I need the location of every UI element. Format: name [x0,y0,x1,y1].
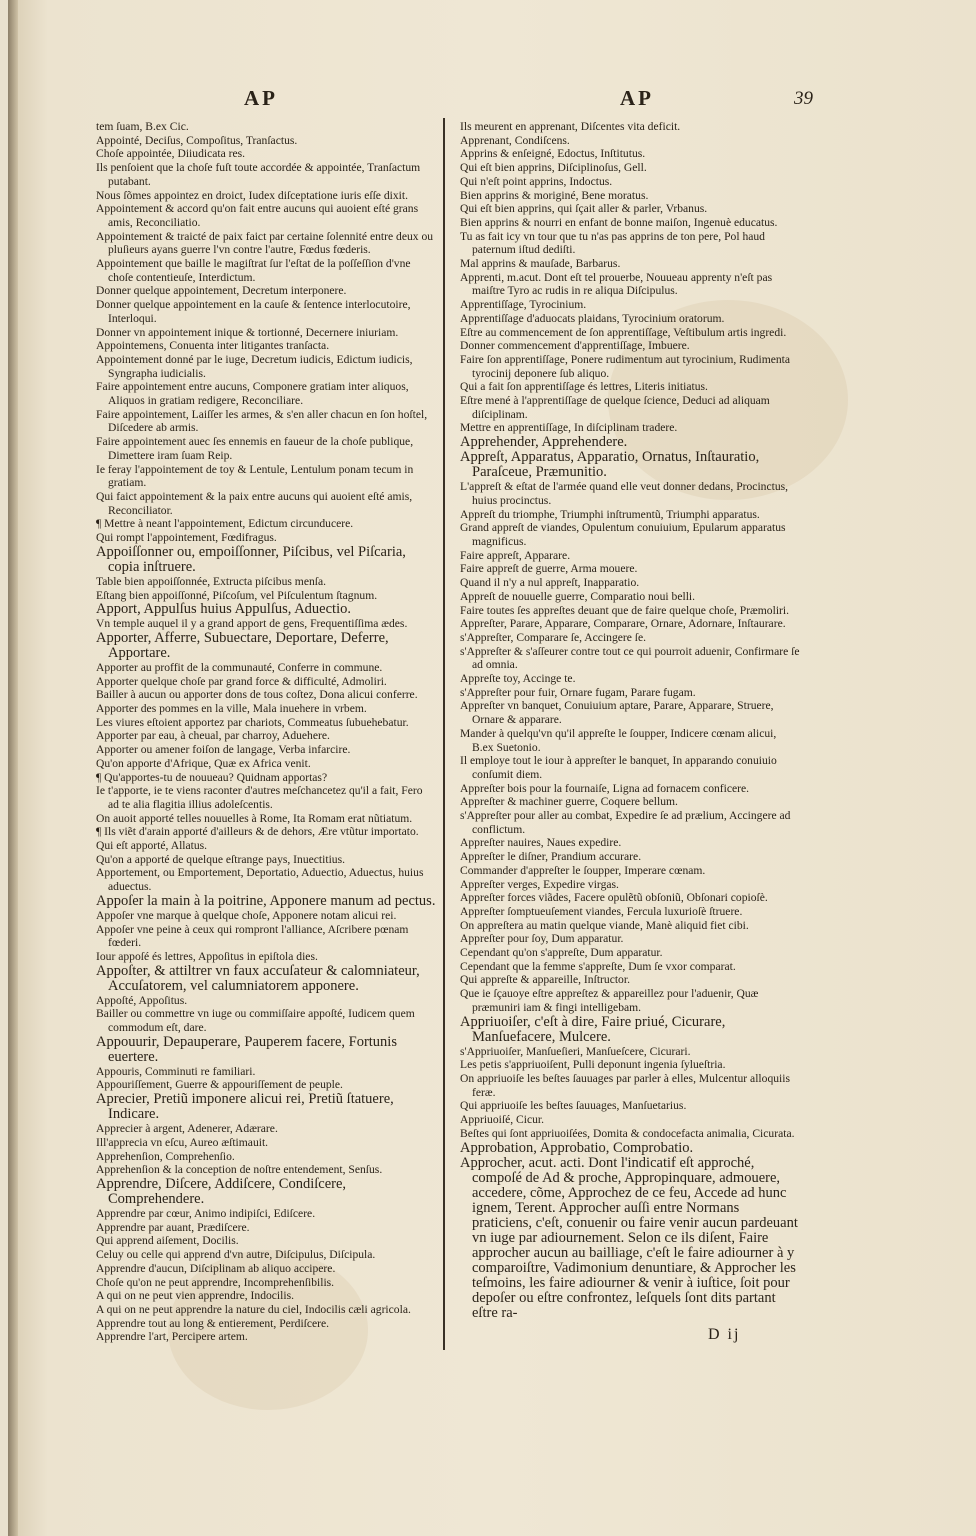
dictionary-entry: Apprehenſion & la conception de noſtre entendement, Senſus. [96,1163,383,1177]
dictionary-entry: Vn temple auquel il y a grand apport de gens, Frequentiſſima ædes. [96,617,408,631]
dictionary-entry: Faire appointement, Laiſſer les armes, & s'en aller chacun en ſon hoſtel, Diſcedere ab armis. [96,407,428,435]
dictionary-entry: Quand il n'y a nul appreſt, Inapparatio. [460,576,640,590]
dictionary-entry: Donner quelque appointement, Decretum interponere. [96,284,347,298]
dictionary-entry: Apprenti, m.acut. Dont eſt tel prouerbe, Nouueau apprenty n'eſt pas maiſtre Tyro ac rudis in re aliqua Diſcipulus. [460,270,773,298]
dictionary-entry: Commander d'appreſter le ſoupper, Imperare cœnam. [460,863,706,877]
dictionary-entry: Appreſter bois pour la fournaiſe, Ligna ad fornacem conficere. [460,781,750,795]
dictionary-entry: s'Appreſter & s'aſſeurer contre tout ce qui pourroit aduenir, Confirmare ſe ad omnia. [460,644,800,672]
dictionary-entry: Faire ſon apprentiſſage, Ponere rudimentum aut tyrocinium, Rudimenta tyrocinij deponere ſub aliquo. [460,352,791,380]
dictionary-entry: Apprins & enſeigné, Edoctus, Inſtitutus. [460,147,646,161]
page-number: 39 [794,88,813,109]
dictionary-entry: L'appreſt & eſtat de l'armée quand elle veut donner dedans, Procinctus, huius procinctus. [460,480,789,507]
dictionary-entry: Appriuoiſer, c'eſt à dire, Faire priué, Cicurare, Manſuefacere, Mulcere. [460,1013,726,1045]
dictionary-entry: Table bien appoiſſonnée, Extructa piſcibus menſa. [96,574,327,588]
dictionary-entry: On appriuoiſe les beſtes ſauuages par parler à elles, Mulcentur alloquiis feræ. [460,1072,790,1099]
dictionary-entry: Qui appreſte & appareille, Inſtructor. [460,973,630,987]
dictionary-entry: Bien apprins & nourri en enfant de bonne maiſon, Ingenuè educatus. [460,215,778,229]
dictionary-entry: Apprentiſſage d'aduocats plaidans, Tyrocinium oratorum. [460,311,725,325]
dictionary-entry: Appreſter le diſner, Prandium accurare. [460,850,642,864]
dictionary-entry: Ill'apprecia vn eſcu, Aureo æſtimauit. [96,1135,269,1149]
dictionary-entry: Celuy ou celle qui apprend d'vn autre, Diſcipulus, Diſcipula. [96,1248,376,1262]
dictionary-entry: Apporter, Afferre, Subuectare, Deportare, Deferre, Apportare. [96,629,389,661]
dictionary-entry: tem ſuam, B.ex Cic. [96,120,189,133]
dictionary-entry: On auoit apporté telles nouuelles à Rome, Ita Romam erat nũtiatum. [96,811,413,825]
dictionary-entry: Apprehenſion, Comprehenſio. [96,1149,235,1163]
dictionary-entry: Qui rompt l'appointement, Fœdifragus. [96,531,277,545]
dictionary-entry: Apprehender, Apprehendere. [460,434,628,451]
dictionary-entry: Appreſter nauires, Naues expedire. [460,836,622,850]
dictionary-entry: Appreſter forces viãdes, Facere opulẽtũ obſoniũ, Obſonari copioſè. [460,891,768,905]
dictionary-entry: Nous ſõmes appointez en droict, Iudex diſceptatione iuris eſſe dixit. [96,188,408,202]
dictionary-entry: Faire appreſt, Apparare. [460,548,571,562]
dictionary-entry: Bailler ou commettre vn iuge ou commiſſaire appoſté, Iudicem quem commodum eſt, dare. [96,1007,415,1035]
dictionary-entry: ¶ Qu'apportes-tu de nouueau? Quidnam apportas? [96,770,328,784]
dictionary-entry: Iour appoſé és lettres, Appoſitus in epiſtola dies. [96,949,318,963]
dictionary-entry: ¶ Ils viẽt d'arain apporté d'ailleurs & de dehors, Ære vtũtur importato. [96,825,419,839]
dictionary-entry: Approcher, acut. acti. Dont l'indicatif eſt approché, compoſé de Ad & proche, Appropinquare, admouere, accedere, cõme, Approchez de ce feu, Accede ad hunc ignem, Terent. Approcher auſſi entre Normans praticiens, c'eſt, conuenir ou faire venir aucun pardeuant vn iuge par adiournement. Selon ce ils diſent, Faire approcher aucun au bailliage, c'eſt le faire adiourner à y comparoiſtre, Vadimonium denuntiare, & Approcher les teſmoins, les faire adiourner & venir à iuſtice, ſoit pour depoſer ou eſtre confrontez, leſquels ſont dits partant eſtre ra- [460,1154,798,1321]
dictionary-entry: Faire appointement entre aucuns, Componere gratiam inter aliquos, Aliquos in gratiam redigere, Reconciliare. [96,380,409,408]
dictionary-entry: Appointement que baille le magiſtrat ſur l'eſtat de la poſſeſſion d'vne choſe contentieuſe, Interdictum. [96,257,411,284]
dictionary-entry: Apportement, ou Emportement, Deportatio, Aduectio, Aduectus, huius aduectus. [96,866,424,894]
dictionary-entry: Donner vn appointement inique & tortionné, Decernere iniuriam. [96,325,399,339]
dictionary-entry: Appreſter vn banquet, Conuiuium aptare, Parare, Apparare, Struere, Ornare & apparare. [460,699,774,727]
dictionary-entry: Appoſer la main à la poitrine, Apponere manum ad pectus. [96,892,436,909]
dictionary-entry: s'Appriuoiſer, Manſueſieri, Manſueſcere, Cicurari. [460,1044,691,1058]
dictionary-entry: Appreſt du triomphe, Triumphi inſtrumentũ, Triumphi apparatus. [460,507,760,521]
dictionary-entry: Les viures eſtoient apportez par chariots, Commeatus ſubuehebatur. [96,715,409,729]
dictionary-entry: Appreſte toy, Accinge te. [460,672,576,686]
dictionary-entry: Mettre en apprentiſſage, In diſciplinam tradere. [460,421,678,435]
dictionary-entry: Qu'on apporte d'Afrique, Quæ ex Africa venit. [96,756,311,770]
dictionary-entry: Appoſté, Appoſitus. [96,993,188,1007]
dictionary-entry: Appreſter, Parare, Apparare, Comparare, Ornare, Adornare, Inſtaurare. [460,617,786,631]
dictionary-entry: Appreſter verges, Expedire virgas. [460,877,619,891]
dictionary-entry: s'Appreſter pour fuir, Ornare fugam, Parare fugam. [460,685,696,699]
running-head-left: AP [244,86,278,110]
dictionary-entry: Qui apprend aiſement, Docilis. [96,1234,239,1248]
dictionary-entry: Qui eſt apporté, Allatus. [96,839,208,853]
dictionary-entry: Faire appreſt de guerre, Arma mouere. [460,562,638,576]
dictionary-entry: Apporter ou amener foiſon de langage, Verba infarcire. [96,743,351,757]
dictionary-entry: Appointemens, Conuenta inter litigantes tranſacta. [96,339,330,353]
column-rule [443,118,445,1350]
dictionary-entry: Qui n'eſt point apprins, Indoctus. [460,174,613,188]
dictionary-entry: Appouriſſement, Guerre & appouriſſement de peuple. [96,1078,343,1092]
dictionary-entry: Qui a fait ſon apprentiſſage és lettres, Literis initiatus. [460,380,708,394]
dictionary-entry: Apprecier à argent, Adenerer, Adærare. [96,1122,278,1136]
dictionary-entry: Choſe appointée, Diiudicata res. [96,147,246,161]
dictionary-entry: Mal apprins & mauſade, Barbarus. [460,257,621,271]
dictionary-entry: Apporter des pommes en la ville, Mala inuehere in vrbem. [96,702,367,716]
dictionary-entry: Appoiſſonner ou, empoiſſonner, Piſcibus, vel Piſcaria, copia inſtruere. [96,543,406,575]
dictionary-entry: Qui eſt bien apprins, Diſciplinoſus, Gell. [460,161,647,175]
dictionary-entry: Appreſter ſomptueuſement viandes, Fercula luxurioſè ſtruere. [460,904,743,918]
dictionary-entry: Apprendre d'aucun, Diſciplinam ab aliquo accipere. [96,1261,336,1275]
dictionary-entry: A qui on ne peut vien apprendre, Indocilis. [96,1289,295,1303]
dictionary-entry: Eſtang bien appoiſſonné, Piſcoſum, vel Piſculentum ſtagnum. [96,588,378,602]
dictionary-entry: Eſtre au commencement de ſon apprentiſſage, Veſtibulum artis ingredi. [460,325,787,339]
dictionary-entry: Cependant que la femme s'appreſte, Dum ſe vxor comparat. [460,959,736,973]
dictionary-entry: ¶ Mettre à neant l'appointement, Edictum circunducere. [96,517,354,531]
dictionary-entry: Appointé, Deciſus, Compoſitus, Tranſactus. [96,133,298,147]
dictionary-entry: Qui appriuoiſe les beſtes ſauuages, Manſuetarius. [460,1099,687,1113]
dictionary-entry: Appoſter, & attiltrer vn faux accuſateur & calomniateur, Accuſatorem, vel calumniatorem apponere. [96,962,420,994]
dictionary-entry: Donner quelque appointement en la cauſe & ſentence interlocutoire, Interloqui. [96,298,411,325]
dictionary-entry: Faire appointement auec ſes ennemis en faueur de la choſe publique, Dimettere iram ſuam Reip. [96,435,414,462]
dictionary-entry: s'Appreſter pour aller au combat, Expedire ſe ad prælium, Accingere ad conflictum. [460,809,791,836]
right-column [460,120,800,1321]
dictionary-entry: Les petis s'appriuoiſent, Pulli deponunt ingenia ſylueſtria. [460,1058,726,1072]
dictionary-entry: Tu as fait icy vn tour que tu n'as pas apprins de ton pere, Pol haud paternum iſtud dediſti. [460,229,765,257]
dictionary-entry: Ils penſoient que la choſe fuſt toute accordée & appointée, Tranſactum putabant. [96,161,421,188]
dictionary-entry: Appreſter & machiner guerre, Coquere bellum. [460,795,678,809]
dictionary-entry: Ils meurent en apprenant, Diſcentes vita deficit. [460,120,681,133]
dictionary-entry: Cependant qu'on s'appreſte, Dum apparatur. [460,946,663,960]
dictionary-entry: Apprendre l'art, Percipere artem. [96,1330,248,1344]
dictionary-entry: Appoſer vne marque à quelque choſe, Apponere notam alicui rei. [96,908,397,922]
running-head-right: AP [620,86,654,110]
dictionary-entry: Qui eſt bien apprins, qui ſçait aller & parler, Vrbanus. [460,202,708,216]
dictionary-entry: s'Appreſter, Comparare ſe, Accingere ſe. [460,630,647,644]
dictionary-entry: Apprenant, Condiſcens. [460,133,570,147]
dictionary-entry: Ie t'apporte, ie te viens raconter d'autres meſchancetez qu'il a fait, Fero ad te alia flagitia illius adoleſcentis. [96,784,423,811]
dictionary-entry: Bailler à aucun ou apporter dons de tous coſtez, Dona alicui conferre. [96,688,418,702]
dictionary-entry: Apprendre par auant, Prædiſcere. [96,1220,250,1234]
dictionary-entry: Apprendre, Diſcere, Addiſcere, Condiſcere, Comprehendere. [96,1176,347,1207]
dictionary-entry: Appointement donné par le iuge, Decretum iudicis, Edictum iudicis, Syngrapha iudicialis. [96,352,413,380]
dictionary-entry: Faire toutes ſes appreſtes deuant que de faire quelque choſe, Præmoliri. [460,603,790,617]
dictionary-entry: Apporter par eau, à cheual, par charroy, Aduehere. [96,729,330,743]
dictionary-entry: Apporter au proffit de la communauté, Conferre in commune. [96,660,383,674]
left-column [96,120,436,1344]
dictionary-entry: Appoſer vne peine à ceux qui rompront l'alliance, Aſcribere pœnam fœderi. [96,922,409,950]
dictionary-entry: Appointement & accord qu'on fait entre aucuns qui auoient eſté grans amis, Reconciliatio. [96,202,419,229]
book-page [8,0,976,1536]
dictionary-entry: A qui on ne peut apprendre la nature du ciel, Indocilis cæli agricola. [96,1302,411,1316]
dictionary-entry: Appreſt de nouuelle guerre, Comparatio noui belli. [460,589,696,603]
dictionary-entry: Appriuoiſé, Cicur. [460,1113,545,1127]
dictionary-entry: Apporter quelque choſe par grand force & difficulté, Admoliri. [96,674,387,688]
dictionary-entry: Apprentiſſage, Tyrocinium. [460,298,587,312]
dictionary-entry: Qui faict appointement & la paix entre aucuns qui auoient eſté amis, Reconciliator. [96,489,413,517]
dictionary-entry: Grand appreſt de viandes, Opulentum conuiuium, Epularum apparatus magnificus. [460,521,786,548]
signature-mark: D ij [708,1326,741,1343]
dictionary-entry: Ie feray l'appointement de toy & Lentule, Lentulum ponam tecum in gratiam. [96,462,414,490]
binding-gutter [8,0,18,1536]
dictionary-entry: Il employe tout le iour à appreſter le banquet, In apparando conuiuio conſumit diem. [460,754,777,781]
dictionary-entry: Appreſt, Apparatus, Apparatio, Ornatus, Inſtauratio, Paraſceue, Præmunitio. [460,449,760,481]
dictionary-entry: Apport, Appulſus huius Appulſus, Aduectio. [96,601,351,618]
dictionary-entry: Beſtes qui ſont appriuoiſées, Domita & condocefacta animalia, Cicurata. [460,1126,795,1140]
dictionary-entry: Qu'on a apporté de quelque eſtrange pays, Inuectitius. [96,852,346,866]
dictionary-entry: Appouris, Comminuti re familiari. [96,1064,256,1078]
dictionary-entry: Appreſter pour ſoy, Dum apparatur. [460,932,624,946]
dictionary-entry: Appointement & traicté de paix faict par certaine ſolennité entre deux ou pluſieurs ayans guerre l'vn contre l'autre, Fœdus fœderis. [96,229,434,257]
dictionary-entry: Donner commencement d'apprentiſſage, Imbuere. [460,339,690,353]
dictionary-entry: Approbation, Approbatio, Comprobatio. [460,1139,694,1156]
dictionary-entry: Eſtre mené à l'apprentiſſage de quelque ſcience, Deduci ad aliquam diſciplinam. [460,394,770,421]
dictionary-entry: Que ie ſçauoye eſtre appreſtez & appareillez pour l'aduenir, Quæ præmuniri iam & fingi intelligebam. [460,987,759,1014]
dictionary-entry: Choſe qu'on ne peut apprendre, Incomprehenſibilis. [96,1275,335,1289]
dictionary-entry: On appreſtera au matin quelque viande, Manè aliquid fiet cibi. [460,918,749,932]
dictionary-entry: Aprecier, Pretiũ imponere alicui rei, Pretiũ ſtatuere, Indicare. [96,1091,394,1123]
dictionary-entry: Mander à quelqu'vn qu'il appreſte le ſoupper, Indicere cœnam alicui, B.ex Suetonio. [460,726,777,754]
dictionary-entry: Apprendre tout au long & entierement, Perdiſcere. [96,1316,330,1330]
dictionary-entry: Bien apprins & moriginé, Bene moratus. [460,188,649,202]
dictionary-entry: Appouurir, Depauperare, Pauperem facere, Fortunis euertere. [96,1033,397,1065]
dictionary-entry: Apprendre par cœur, Animo indipiſci, Ediſcere. [96,1207,316,1220]
